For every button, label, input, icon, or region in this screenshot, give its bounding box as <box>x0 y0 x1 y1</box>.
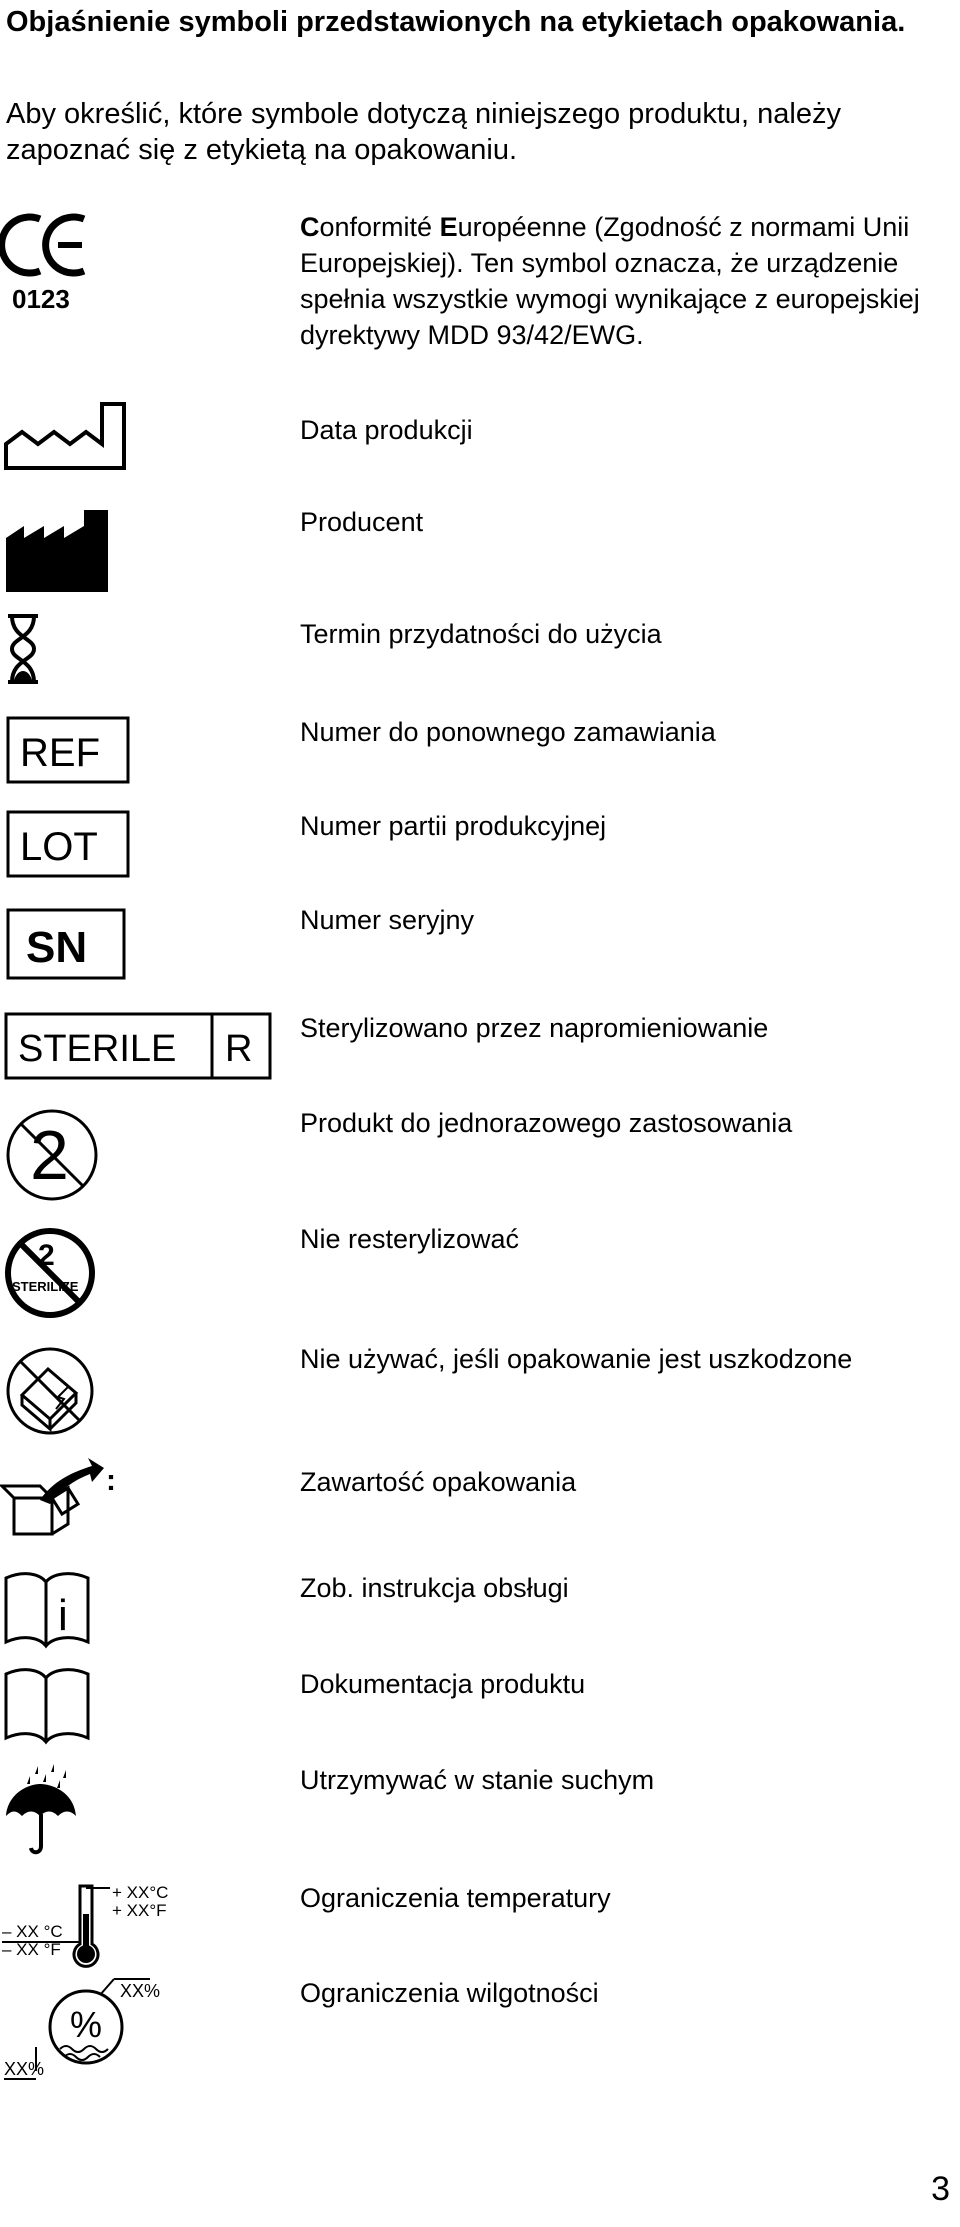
instructions-icon <box>0 1570 100 1650</box>
sn-description: Numer seryjny <box>300 905 475 935</box>
sn-label: SN <box>26 923 88 972</box>
ref-description: Numer do ponownego zamawiania <box>300 717 716 747</box>
temp-lower-celsius: – XX °C <box>2 1922 63 1941</box>
manufacture-date-icon <box>0 398 130 478</box>
keep-dry-icon <box>0 1762 100 1862</box>
humidity-description: Ograniczenia wilgotności <box>300 1978 599 2008</box>
page-number: 3 <box>931 2170 950 2208</box>
documentation-icon <box>0 1666 100 1746</box>
notified-body-code: 0123 <box>12 284 70 314</box>
single-use-description: Produkt do jednorazowego zastosowania <box>300 1108 793 1138</box>
single-use-digit: 2 <box>30 1116 69 1194</box>
intro-text: Aby określić, które symbole dotyczą niniejszego produktu, należy zapoznać się z etykietą na opakowaniu. <box>6 98 841 166</box>
humidity-upper: XX% <box>120 1981 161 2001</box>
temp-upper-fahrenheit: + XX°F <box>112 1901 167 1920</box>
temperature-description: Ograniczenia temperatury <box>300 1883 611 1913</box>
sterile-method-label: R <box>225 1028 253 1070</box>
page-title: Objaśnienie symboli przedstawionych na etykietach opakowania. <box>6 6 906 38</box>
humidity-limit-icon <box>0 1975 200 2085</box>
sn-icon <box>0 906 140 986</box>
manufacture-date-description: Data produkcji <box>300 415 473 445</box>
no-resterilize-digit: 2 <box>38 1239 55 1272</box>
manufacturer-icon <box>0 496 130 596</box>
no-resterilize-label: STERILIZE <box>12 1279 79 1294</box>
instructions-info-letter: i <box>58 1591 68 1640</box>
keep-dry-description: Utrzymywać w stanie suchym <box>300 1765 655 1795</box>
ce-mark-icon <box>0 205 110 315</box>
lot-label: LOT <box>20 825 98 869</box>
ref-icon <box>0 714 140 794</box>
do-not-resterilize-icon <box>0 1225 110 1325</box>
damaged-package-description: Nie używać, jeśli opakowanie jest uszkodzone <box>300 1344 853 1374</box>
temp-upper-celsius: + XX°C <box>112 1883 169 1902</box>
documentation-description: Dokumentacja produktu <box>300 1669 586 1699</box>
temp-lower-fahrenheit: – XX °F <box>2 1940 61 1959</box>
lot-description: Numer partii produkcyjnej <box>300 811 607 841</box>
ref-label: REF <box>20 731 100 775</box>
sterile-description: Sterylizowano przez napromieniowanie <box>300 1013 769 1043</box>
sterile-label: STERILE <box>18 1028 177 1070</box>
hourglass-icon <box>0 610 130 690</box>
damaged-package-icon <box>0 1343 110 1443</box>
lot-icon <box>0 808 140 888</box>
temperature-limit-icon <box>0 1880 200 1980</box>
single-use-icon <box>0 1105 110 1205</box>
no-resterilize-description: Nie resterylizować <box>300 1224 520 1254</box>
instructions-description: Zob. instrukcja obsługi <box>300 1573 569 1603</box>
manufacturer-description: Producent <box>300 507 424 537</box>
package-contents-icon <box>0 1448 130 1548</box>
package-contents-description: Zawartość opakowania <box>300 1467 577 1497</box>
package-contents-colon: : <box>106 1464 116 1497</box>
sterile-r-icon <box>0 1010 280 1090</box>
expiry-description: Termin przydatności do użycia <box>300 619 662 649</box>
ce-description: Conformité Européenne (Zgodność z normami Unii Europejskiej). Ten symbol oznacza, że urządzenie spełnia wszystkie wymogi wynikające z europejskiej dyrektywy MDD 93/42/EWG. <box>300 212 920 350</box>
humidity-percent-mark: % <box>70 2004 103 2045</box>
humidity-lower: XX% <box>4 2059 45 2079</box>
